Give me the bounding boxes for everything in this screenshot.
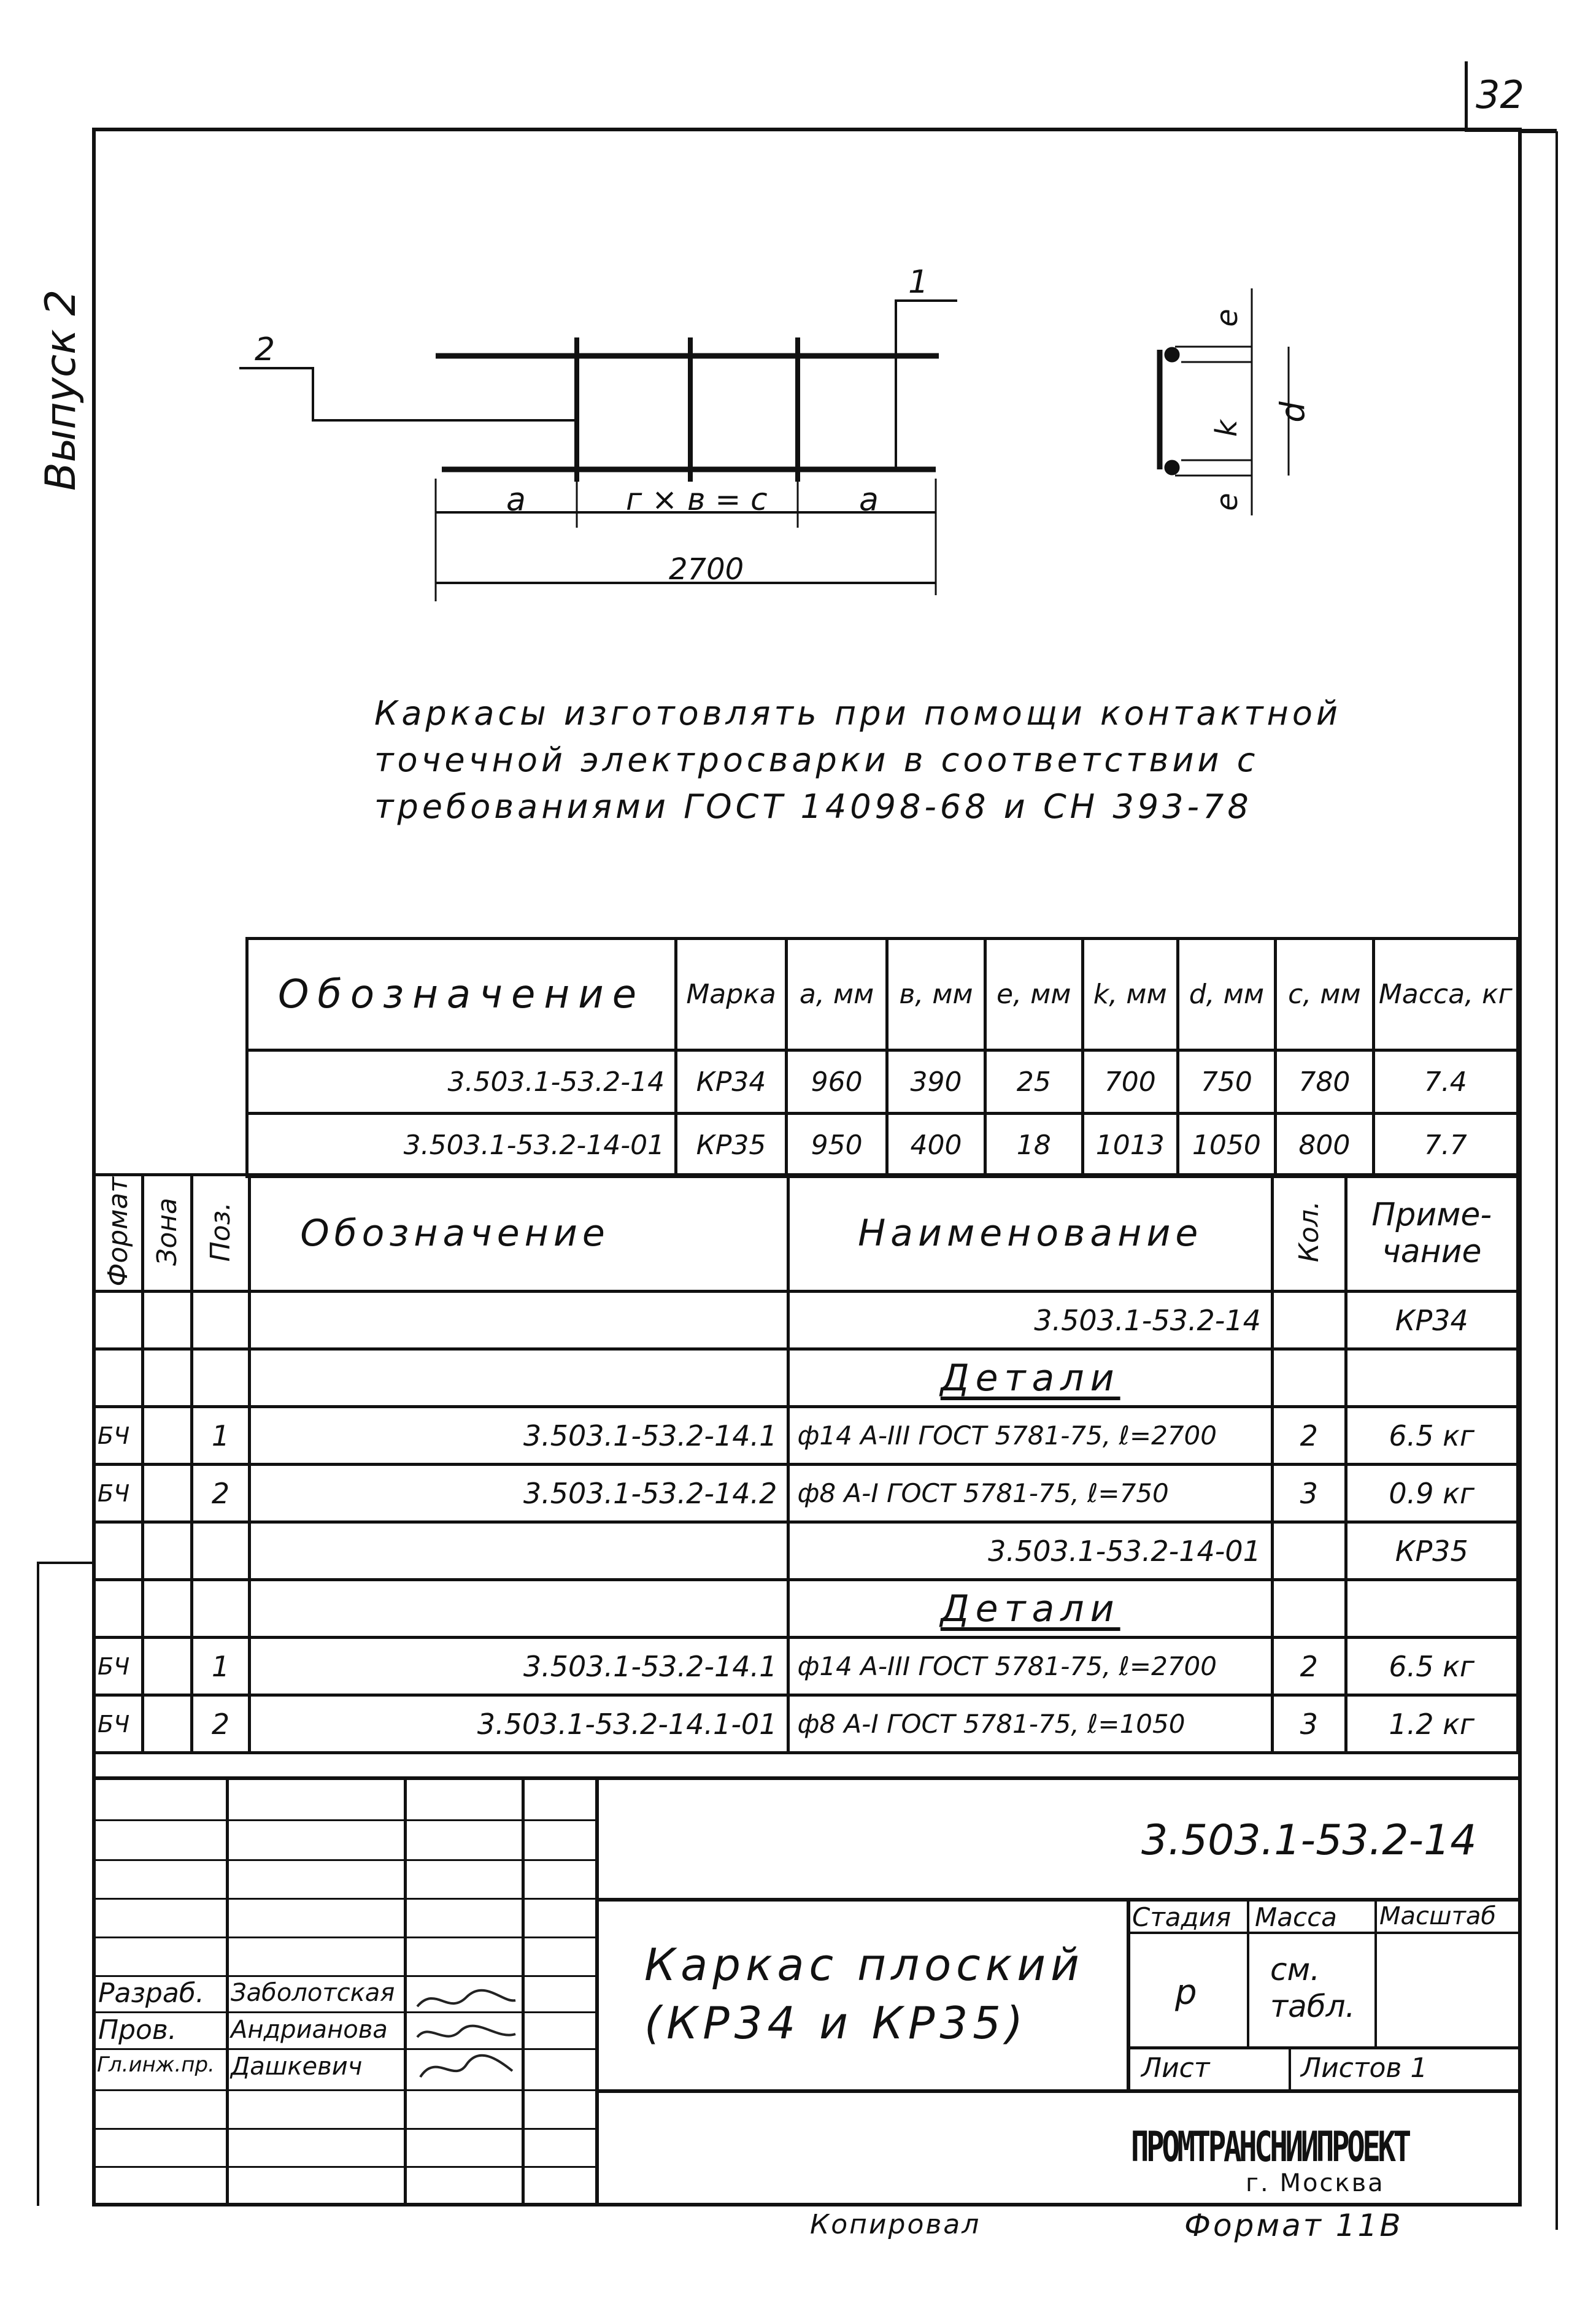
spec-header-zone: Зона [142, 1175, 191, 1292]
side-strip-top [37, 1562, 96, 1564]
dim-middle: г × в = с [626, 482, 768, 517]
tb-row-line [96, 1859, 595, 1861]
params-header-e: e, мм [985, 939, 1082, 1050]
spec-row [94, 1522, 1518, 1580]
tb-col-4 [595, 1776, 599, 2203]
spec-cell-designation [250, 1580, 788, 1638]
dim-d: d [1273, 401, 1313, 423]
spec-cell-name: ф8 А-I ГОСТ 5781-75, ℓ=1050 [788, 1695, 1272, 1753]
dim-k: k [1209, 420, 1244, 437]
role-3: Гл.инж.пр. [97, 2052, 215, 2077]
frame-left [92, 128, 96, 2206]
params-cell: 25 [985, 1050, 1082, 1114]
frame-drawing [233, 270, 1338, 626]
spec-cell-zone [142, 1465, 191, 1522]
parameters-table [245, 937, 1519, 1178]
spec-cell-designation [250, 1522, 788, 1580]
specification-table [92, 1173, 1519, 1754]
dim-e-bottom: e [1209, 493, 1244, 511]
outer-margin-line [1556, 131, 1558, 2230]
scale-label: Масштаб [1379, 1902, 1497, 1930]
footer-copied: Копировал [810, 2209, 981, 2240]
params-cell: 960 [786, 1050, 887, 1114]
tb-col-2 [404, 1776, 407, 2203]
spec-cell-zone [142, 1349, 191, 1407]
spec-cell-zone [142, 1407, 191, 1465]
params-cell: 800 [1276, 1114, 1373, 1177]
spec-cell-qty [1272, 1522, 1346, 1580]
note-line-2: точечной электросварки в соответствии с [374, 741, 1259, 779]
dim-e-top: e [1209, 309, 1244, 327]
spec-cell-zone [142, 1292, 191, 1349]
tb-row-line [96, 1819, 595, 1821]
spec-cell-qty: 2 [1272, 1407, 1346, 1465]
tb-row-line [96, 2166, 595, 2168]
spec-cell-name: Детали [788, 1349, 1272, 1407]
note-line-3: требованиями ГОСТ 14098-68 и СН 393-78 [374, 787, 1252, 826]
params-cell: 390 [887, 1050, 985, 1114]
spec-cell-pos [191, 1349, 250, 1407]
spec-cell-note: 6.5 кг [1346, 1638, 1518, 1695]
spec-row [94, 1695, 1518, 1753]
spec-cell-pos [191, 1580, 250, 1638]
tb-row-line [96, 1975, 595, 1977]
params-header-a: a, мм [786, 939, 887, 1050]
tb-scale-left [1374, 1898, 1377, 2046]
org-name: ПРОМТРАНСНИИПРОЕКТ [1131, 2123, 1409, 2172]
spec-cell-name: 3.503.1-53.2-14 [788, 1292, 1272, 1349]
name-3: Дашкевич [231, 2052, 363, 2081]
spec-cell-pos: 1 [191, 1407, 250, 1465]
spec-cell-qty [1272, 1292, 1346, 1349]
page-number: 32 [1476, 72, 1524, 117]
params-cell: 7.7 [1373, 1114, 1517, 1177]
spec-cell-format [94, 1580, 143, 1638]
spec-cell-note [1346, 1580, 1518, 1638]
spec-cell-name: ф14 А-III ГОСТ 5781-75, ℓ=2700 [788, 1638, 1272, 1695]
note-line-1: Каркасы изготовлять при помощи контактной [374, 694, 1341, 733]
spec-cell-format: БЧ [94, 1407, 143, 1465]
spec-cell-designation: 3.503.1-53.2-14.2 [250, 1465, 788, 1522]
spec-cell-designation: 3.503.1-53.2-14.1 [250, 1407, 788, 1465]
spec-cell-format [94, 1292, 143, 1349]
params-cell: 1013 [1082, 1114, 1178, 1177]
tb-code-bottom [595, 1898, 1518, 1902]
tb-col-1 [226, 1776, 229, 2203]
spec-header-row [94, 1175, 1518, 1292]
spec-row [94, 1349, 1518, 1407]
spec-cell-format: БЧ [94, 1465, 143, 1522]
title-line-2: (КР34 и КР35) [644, 1997, 1028, 2049]
tb-row-line [96, 1898, 595, 1900]
sheet-label: Лист [1141, 2052, 1210, 2084]
spec-cell-qty: 2 [1272, 1638, 1346, 1695]
spec-cell-qty [1272, 1349, 1346, 1407]
spec-cell-pos [191, 1522, 250, 1580]
params-cell: КР35 [676, 1114, 787, 1177]
params-row [247, 1050, 1518, 1114]
spec-header-note: Приме- чание [1346, 1175, 1518, 1292]
spec-cell-format: БЧ [94, 1695, 143, 1753]
params-cell: 780 [1276, 1050, 1373, 1114]
params-cell: КР34 [676, 1050, 787, 1114]
section-top-bar [1165, 347, 1179, 362]
params-cell: 750 [1178, 1050, 1276, 1114]
mass-value: см. табл. [1270, 1952, 1355, 2024]
frame-bottom [92, 2203, 1522, 2206]
fabrication-note [374, 690, 1341, 830]
spec-cell-designation: 3.503.1-53.2-14.1-01 [250, 1695, 788, 1753]
spec-header-pos: Поз. [191, 1175, 250, 1292]
title-block-top [96, 1776, 1518, 1780]
spec-row [94, 1638, 1518, 1695]
spec-cell-note: КР35 [1346, 1522, 1518, 1580]
params-cell: 18 [985, 1114, 1082, 1177]
spec-cell-zone [142, 1580, 191, 1638]
params-cell: 3.503.1-53.2-14 [247, 1050, 676, 1114]
spec-cell-name: ф14 А-III ГОСТ 5781-75, ℓ=2700 [788, 1407, 1272, 1465]
spec-cell-pos: 2 [191, 1465, 250, 1522]
spec-cell-note: 0.9 кг [1346, 1465, 1518, 1522]
spec-header-format: Формат [94, 1175, 143, 1292]
spec-cell-designation: 3.503.1-53.2-14.1 [250, 1638, 788, 1695]
tb-stage-left [1127, 1898, 1130, 2089]
spec-cell-name: Детали [788, 1580, 1272, 1638]
spec-cell-note: КР34 [1346, 1292, 1518, 1349]
side-label: Выпуск 2 [37, 289, 85, 491]
role-1: Разраб. [98, 1978, 204, 2009]
dim-a-right: a [859, 482, 879, 518]
params-cell: 700 [1082, 1050, 1178, 1114]
params-cell: 400 [887, 1114, 985, 1177]
params-header-row [247, 939, 1518, 1050]
spec-cell-pos [191, 1292, 250, 1349]
section-bottom-bar [1165, 460, 1179, 475]
page-number-box-left [1465, 61, 1468, 132]
mass-label: Масса [1255, 1902, 1337, 1932]
params-cell: 1050 [1178, 1114, 1276, 1177]
dim-a-left: a [506, 482, 526, 518]
tb-title-bottom [595, 2089, 1518, 2093]
params-header-d: d, мм [1178, 939, 1276, 1050]
params-header-k: k, мм [1082, 939, 1178, 1050]
params-header-v: в, мм [887, 939, 985, 1050]
tb-row-line [96, 1937, 595, 1938]
tb-row-line [96, 2128, 595, 2130]
spec-cell-name: 3.503.1-53.2-14-01 [788, 1522, 1272, 1580]
tb-row-line [96, 2089, 595, 2091]
spec-row [94, 1465, 1518, 1522]
name-2: Андрианова [231, 2016, 388, 2044]
params-header-mass: Масса, кг [1373, 939, 1517, 1050]
org-city: г. Москва [1246, 2169, 1385, 2197]
spec-cell-qty: 3 [1272, 1695, 1346, 1753]
params-header-mark: Марка [676, 939, 787, 1050]
callout-1-label: 1 [908, 264, 929, 301]
title-line-1: Каркас плоский [644, 1939, 1084, 1990]
spec-cell-zone [142, 1695, 191, 1753]
spec-cell-format: БЧ [94, 1638, 143, 1695]
tb-sheet-line [1127, 2046, 1518, 2049]
outer-margin-top [1522, 131, 1557, 133]
spec-cell-format [94, 1522, 143, 1580]
params-cell: 950 [786, 1114, 887, 1177]
spec-header-designation: Обозначение [250, 1175, 788, 1292]
spec-cell-zone [142, 1522, 191, 1580]
spec-header-qty: Кол. [1272, 1175, 1346, 1292]
stage-value: р [1175, 1973, 1197, 2013]
tb-mass-left [1247, 1898, 1249, 2046]
spec-row [94, 1292, 1518, 1349]
title-doc-code: 3.503.1-53.2-14 [1141, 1816, 1477, 1865]
dim-total: 2700 [669, 552, 744, 587]
sheets-label: Листов 1 [1301, 2052, 1428, 2084]
spec-header-name: Наименование [788, 1175, 1272, 1292]
spec-cell-name: ф8 А-I ГОСТ 5781-75, ℓ=750 [788, 1465, 1272, 1522]
params-header-designation: Обозначение [247, 939, 676, 1050]
callout-1-leader [896, 301, 957, 469]
spec-cell-designation [250, 1349, 788, 1407]
spec-cell-zone [142, 1638, 191, 1695]
params-cell: 7.4 [1373, 1050, 1517, 1114]
spec-cell-qty [1272, 1580, 1346, 1638]
spec-cell-designation [250, 1292, 788, 1349]
side-strip-line [37, 1562, 39, 2206]
params-cell: 3.503.1-53.2-14-01 [247, 1114, 676, 1177]
spec-cell-note: 1.2 кг [1346, 1695, 1518, 1753]
tb-sheets-left [1289, 2046, 1291, 2089]
spec-row [94, 1580, 1518, 1638]
signatures [411, 1979, 522, 2089]
spec-cell-pos: 2 [191, 1695, 250, 1753]
callout-2-leader [239, 368, 577, 420]
frame-top [92, 128, 1522, 131]
stage-label: Стадия [1132, 1902, 1232, 1932]
tb-col-3 [522, 1776, 525, 2203]
spec-cell-note: 6.5 кг [1346, 1407, 1518, 1465]
spec-cell-pos: 1 [191, 1638, 250, 1695]
spec-cell-note [1346, 1349, 1518, 1407]
footer-format: Формат 11В [1184, 2208, 1403, 2243]
params-header-c: c, мм [1276, 939, 1373, 1050]
name-1: Заболотская [231, 1979, 395, 2007]
spec-cell-qty: 3 [1272, 1465, 1346, 1522]
callout-2-label: 2 [255, 331, 276, 368]
role-2: Пров. [98, 2014, 177, 2046]
spec-cell-format [94, 1349, 143, 1407]
params-row [247, 1114, 1518, 1177]
spec-row [94, 1407, 1518, 1465]
